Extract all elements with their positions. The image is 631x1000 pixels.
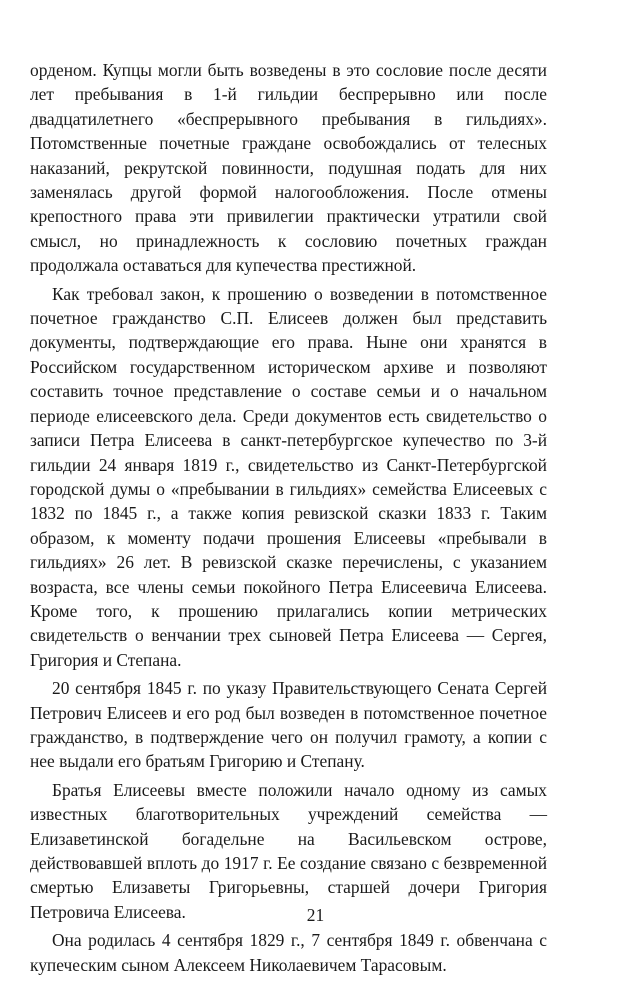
paragraph-4: Братья Елисеевы вместе положили начало одному из самых известных благотворительных учреждений семейства — Елизаветинской богадельне на Васильевском острове, действовавшей вплоть до 1917 г. Ее создание связано с безвременной смертью Елизаветы Григорьевны, старшей дочери Григория Петровича Елисеева. bbox=[30, 779, 547, 922]
paragraph-5: Она родилась 4 сентября 1829 г., 7 сентября 1849 г. обвенчана с купеческим сыном Алексеем Николаевичем Тарасовым. bbox=[30, 930, 547, 975]
paragraph-3: 20 сентября 1845 г. по указу Правительствующего Сената Сергей Петрович Елисеев и его род был возведен в потомственное почетное гражданство, в подтверждение чего он получил грамоту, а копии с нее выдали его братьям Григорию и Степану. bbox=[30, 678, 547, 772]
paragraph-1: орденом. Купцы могли быть возведены в это сословие после десяти лет пребывания в 1-й гильдии беспрерывно или после двадцатилетнего «беспрерывного пребывания в гильдиях». Потомственные почетные граждане освобождались от телесных наказаний, рекрутской повинности, подушная подать для них заменялась другой формой налогообложения. После отмены крепостного права эти привилегии практически утратили свой смысл, но принадлежность к сословию почетных граждан продолжала оставаться для купечества престижной. bbox=[30, 60, 547, 276]
paragraph-2: Как требовал закон, к прошению о возведении в потомственное почетное гражданство С.П. Елисеев должен был представить документы, подтверждающие его права. Ныне они хранятся в Российском государственном историческом архиве и позволяют составить точное представление о составе семьи и о начальном периоде елисеевского дела. Среди документов есть свидетельство о записи Петра Елисеева в санкт-петербургское купечество по 3-й гильдии 24 января 1819 г., свидетельство из Санкт-Петербургской городской думы о «пребывании в гильдиях» семейства Елисеевых с 1832 по 1845 г., а также копия ревизской сказки 1833 г. Таким образом, к моменту подачи прошения Елисеевы «пребывали в гильдиях» 26 лет. В ревизской сказке перечислены, с указанием возраста, все члены семьи покойного Петра Елисеевича Елисеева. Кроме того, к прошению прилагались копии метрических свидетельств о венчании трех сыновей Петра Елисеева — Сергея, Григория и Степана. bbox=[30, 283, 547, 670]
page-body bbox=[30, 58, 547, 977]
page-number: 21 bbox=[306, 905, 325, 925]
